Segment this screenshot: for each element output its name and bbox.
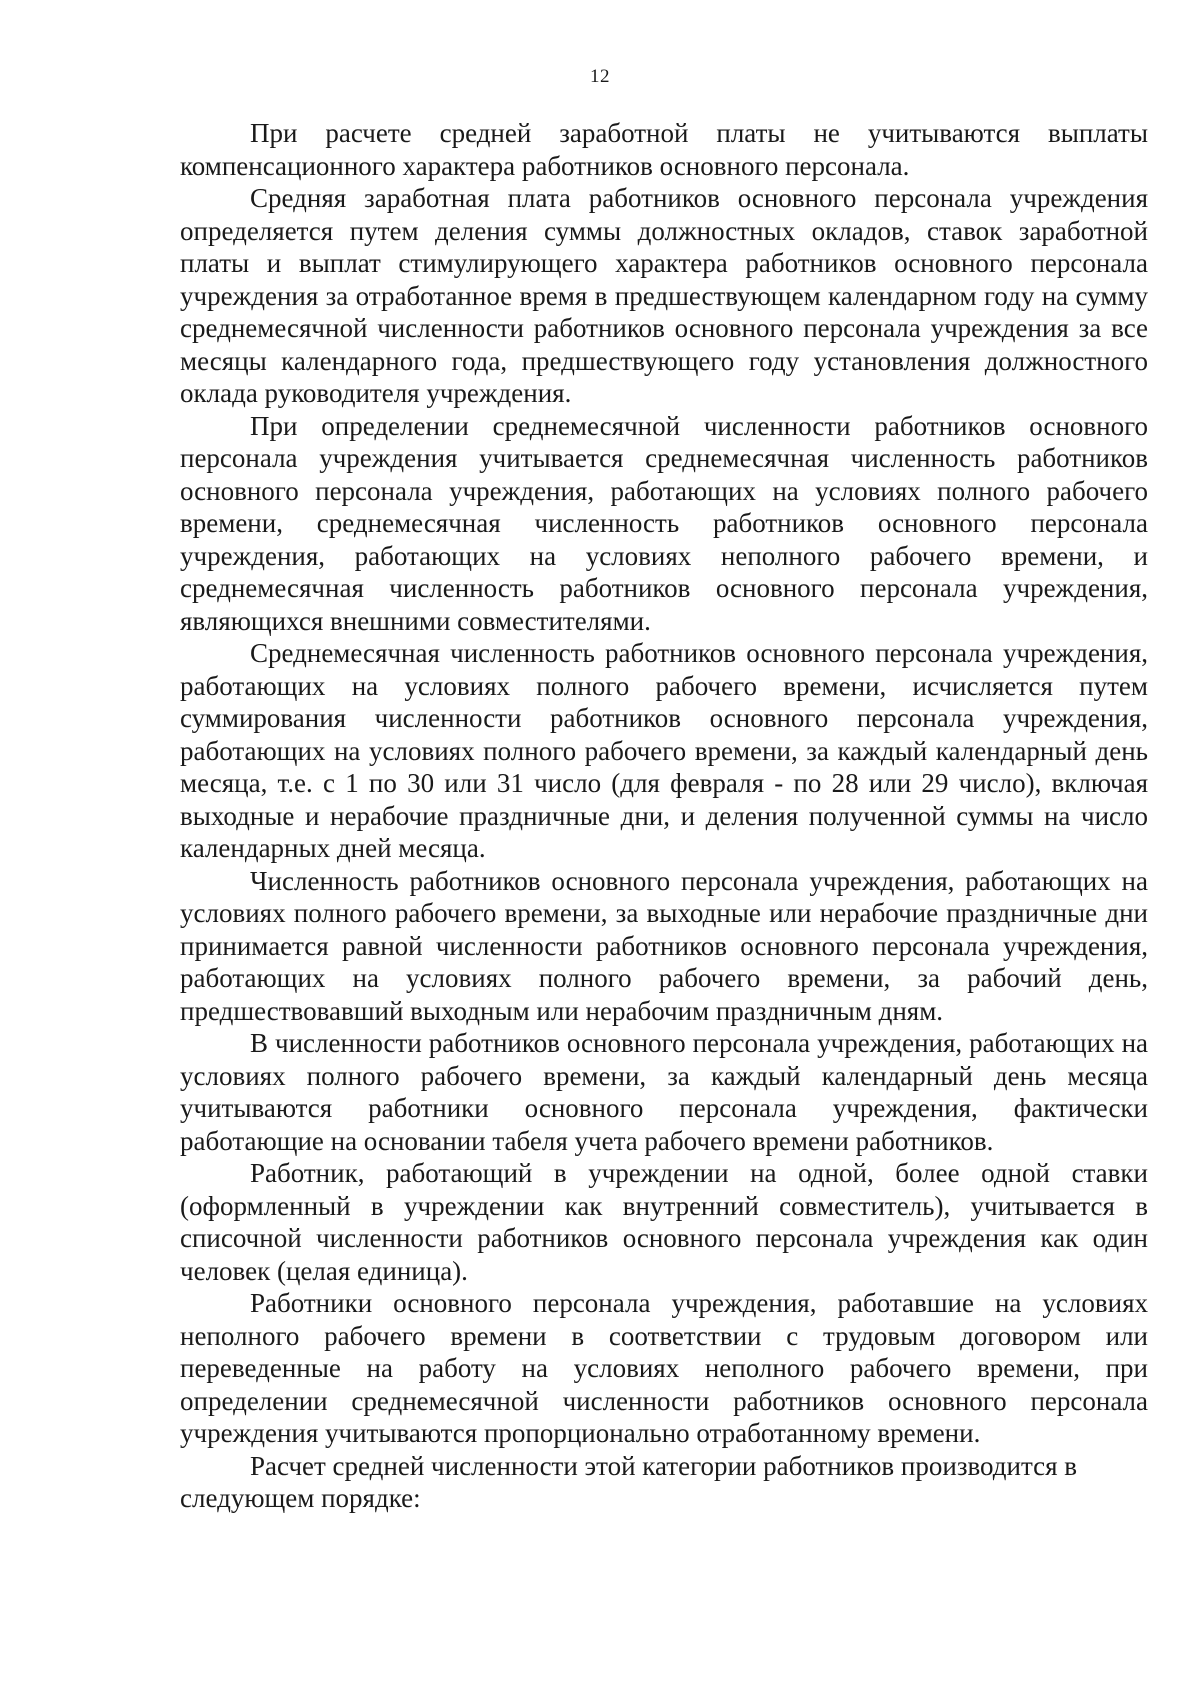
paragraph-5: Численность работников основного персонала учреждения, работающих на условиях полного рабочего времени, за выходные или нерабочие праздничные дни принимается равной численности работников основного персонала учреждения, работающих на условиях полного рабочего времени, за рабочий день, предшествовавший выходным или нерабочим праздничным дням. [180, 865, 1148, 1026]
paragraph-3: При определении среднемесячной численности работников основного персонала учреждения учитывается среднемесячная численность работников основного персонала учреждения, работающих на условиях полного рабочего времени, среднемесячная численность работников основного персонала учреждения, работающих на условиях неполного рабочего времени, и среднемесячная численность работников основного персонала учреждения, являющихся внешними совместителями. [180, 410, 1148, 636]
paragraph-2: Средняя заработная плата работников основного персонала учреждения определяется путем деления суммы должностных окладов, ставок заработной платы и выплат стимулирующего характера работников основного персонала учреждения за отработанное время в предшествующем календарном году на сумму среднемесячной численности работников основного персонала учреждения за все месяцы календарного года, предшествующего году установления должностного оклада руководителя учреждения. [180, 183, 1148, 408]
paragraph-1: При расчете средней заработной платы не учитываются выплаты компенсационного характера работников основного персонала. [180, 118, 1148, 181]
paragraph-8: Работники основного персонала учреждения, работавшие на условиях неполного рабочего времени в соответствии с трудовым договором или переведенные на работу на условиях неполного рабочего времени, при определении среднемесячной численности работников основного персонала учреждения учитываются пропорционально отработанному времени. [180, 1288, 1148, 1448]
page-number: 12 [590, 66, 610, 87]
paragraph-9: Расчет средней численности этой категории работников производится в следующем порядке: [180, 1450, 1077, 1513]
document-body [180, 117, 1148, 1515]
paragraph-7: Работник, работающий в учреждении на одной, более одной ставки (оформленный в учреждении как внутренний совместитель), учитывается в списочной численности работников основного персонала учреждения как один человек (целая единица). [180, 1158, 1148, 1286]
paragraph-4: Среднемесячная численность работников основного персонала учреждения, работающих на условиях полного рабочего времени, исчисляется путем суммирования численности работников основного персонала учреждения, работающих на условиях полного рабочего времени, за каждый календарный день месяца, т.е. с 1 по 30 или 31 число (для февраля - по 28 или 29 число), включая выходные и нерабочие праздничные дни, и деления полученной суммы на число календарных дней месяца. [180, 638, 1148, 863]
paragraph-6: В численности работников основного персонала учреждения, работающих на условиях полного рабочего времени, за каждый календарный день месяца учитываются работники основного персонала учреждения, фактически работающие на основании табеля учета рабочего времени работников. [180, 1028, 1148, 1156]
